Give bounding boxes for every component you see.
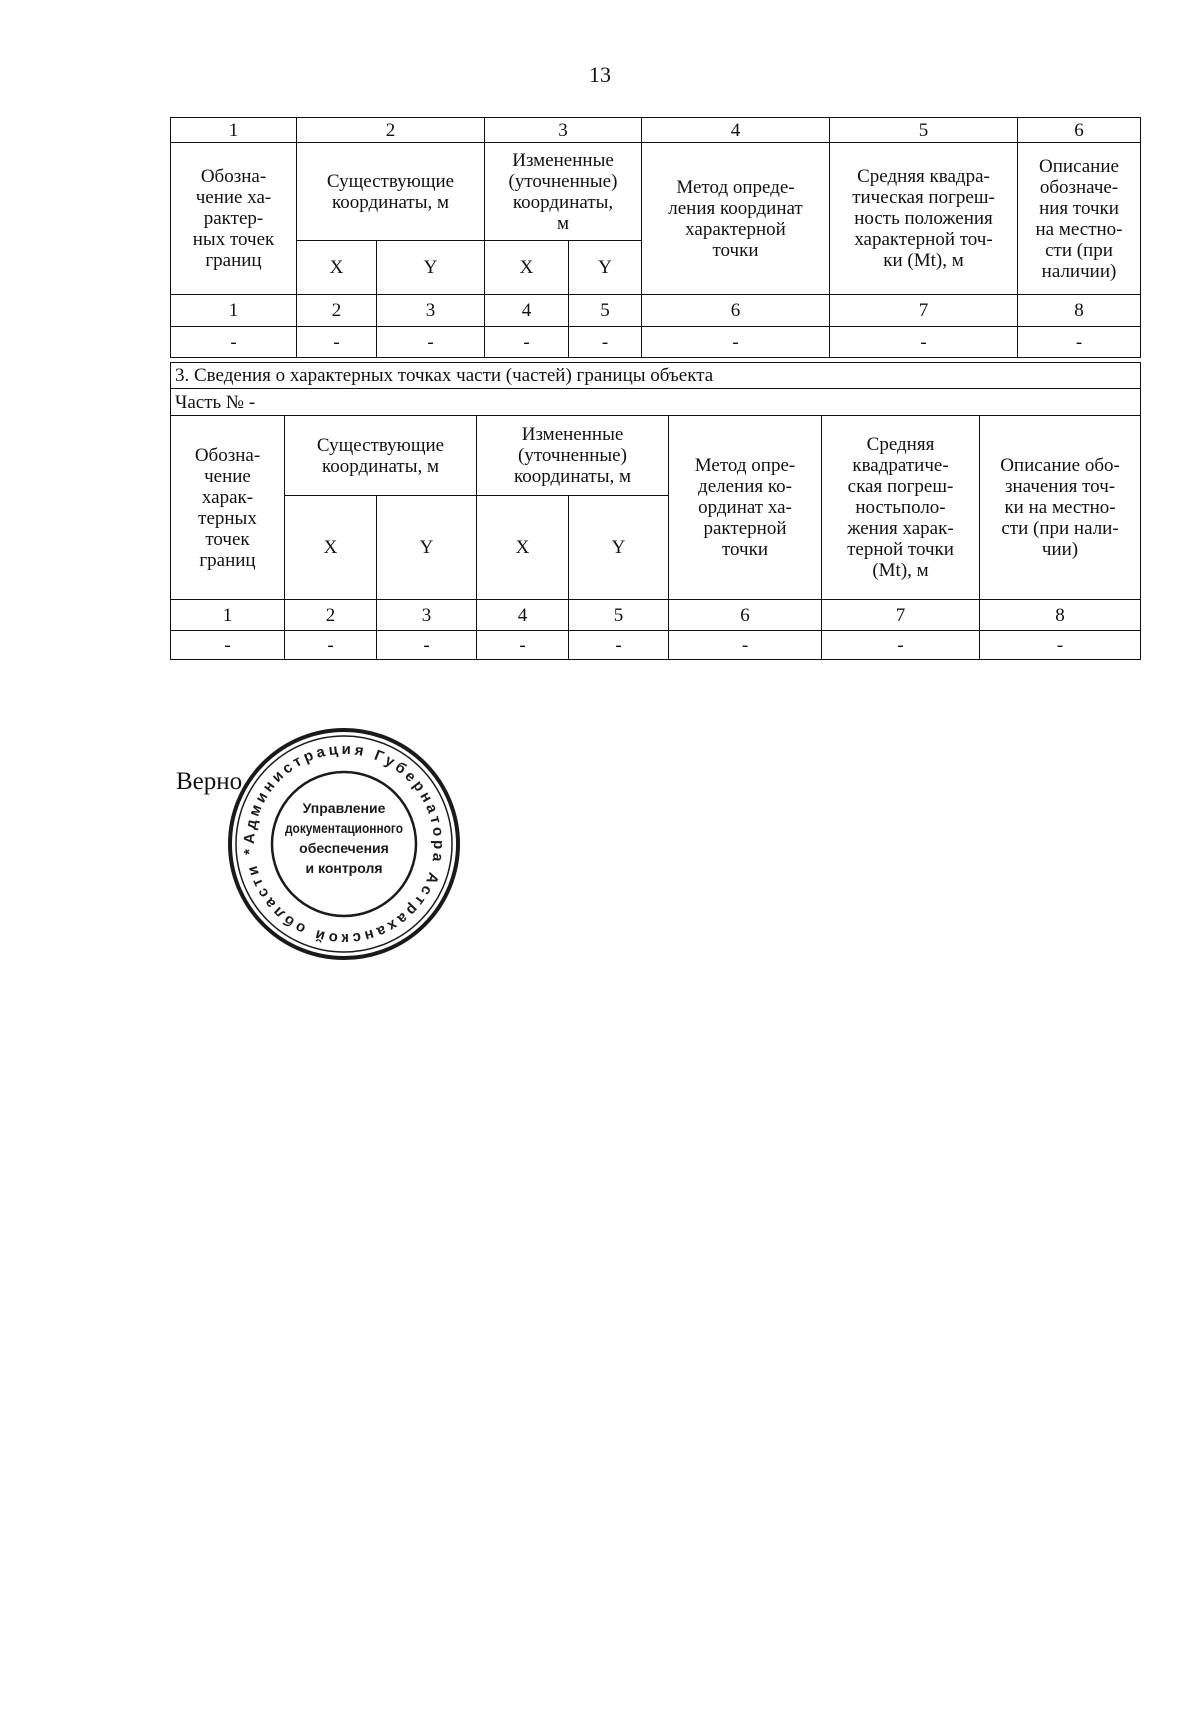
number-cell: 3 (377, 295, 485, 327)
header-changed-coordinates: Измененные (уточненные) координаты, м (485, 143, 642, 241)
seal-inner-line: Управление (302, 800, 386, 816)
header-row (171, 416, 1141, 496)
official-seal (225, 725, 463, 963)
header-y: Y (569, 241, 642, 295)
column-number-row (171, 295, 1141, 327)
number-cell: 1 (171, 295, 297, 327)
header-x: X (285, 496, 377, 600)
data-cell: - (569, 631, 669, 660)
data-cell: - (171, 631, 285, 660)
index-cell: 4 (642, 118, 830, 143)
header-y: Y (377, 241, 485, 295)
header-existing-coordinates: Существующие координаты, м (297, 143, 485, 241)
index-cell: 2 (297, 118, 485, 143)
header-x: X (485, 241, 569, 295)
seal-inner-line: документационного (285, 820, 403, 836)
data-cell: - (980, 631, 1141, 660)
header-changed-coordinates: Измененные (уточненные) координаты, м (477, 416, 669, 496)
data-cell: - (669, 631, 822, 660)
part-label: Часть № - (171, 389, 1141, 416)
data-cell: - (285, 631, 377, 660)
header-y: Y (569, 496, 669, 600)
header-point-designation: Обозна- чение ха- рактер- ных точек границ (171, 143, 297, 295)
header-point-designation: Обозна- чение харак- терных точек границ (171, 416, 285, 600)
data-cell: - (377, 327, 485, 358)
seal-inner-line: и контроля (305, 860, 383, 876)
number-cell: 4 (477, 600, 569, 631)
header-x: X (297, 241, 377, 295)
part-points-table (170, 362, 1141, 660)
data-cell: - (569, 327, 642, 358)
number-cell: 8 (980, 600, 1141, 631)
index-cell: 5 (830, 118, 1018, 143)
data-cell: - (485, 327, 569, 358)
data-cell: - (822, 631, 980, 660)
number-cell: 1 (171, 600, 285, 631)
number-cell: 7 (830, 295, 1018, 327)
attestation-label: Верно (176, 768, 243, 795)
index-cell: 3 (485, 118, 642, 143)
number-cell: 2 (297, 295, 377, 327)
coordinates-table-continued (170, 117, 1141, 358)
table-row (171, 327, 1141, 358)
seal-outer-text: Администрация Губернатора Астраханской области * (240, 740, 448, 948)
header-row (171, 143, 1141, 241)
data-cell: - (477, 631, 569, 660)
header-method: Метод опре- деления ко- ординат ха- рактерной точки (669, 416, 822, 600)
seal-inner-line: обеспечения (299, 840, 389, 856)
section-title: 3. Сведения о характерных точках части (частей) границы объекта (171, 363, 1141, 389)
number-cell: 4 (485, 295, 569, 327)
header-mean-square-error: Средняя квадратиче- ская погреш- ностьполо- жения харак- терной точки (Mt), м (822, 416, 980, 600)
table-row (171, 631, 1141, 660)
column-number-row (171, 600, 1141, 631)
data-cell: - (377, 631, 477, 660)
header-x: X (477, 496, 569, 600)
number-cell: 2 (285, 600, 377, 631)
header-point-description: Описание обо- значения точ- ки на местно- сти (при нали- чии) (980, 416, 1141, 600)
index-cell: 6 (1018, 118, 1141, 143)
data-cell: - (1018, 327, 1141, 358)
header-method: Метод опреде- ления координат характерной точки (642, 143, 830, 295)
page-number: 13 (589, 62, 611, 87)
data-cell: - (297, 327, 377, 358)
header-y: Y (377, 496, 477, 600)
header-point-description: Описание обозначе- ния точки на местно- сти (при наличии) (1018, 143, 1141, 295)
part-label-row (171, 389, 1141, 416)
column-index-row (171, 118, 1141, 143)
number-cell: 8 (1018, 295, 1141, 327)
header-existing-coordinates: Существующие координаты, м (285, 416, 477, 496)
number-cell: 5 (569, 295, 642, 327)
index-cell: 1 (171, 118, 297, 143)
section-title-row (171, 363, 1141, 389)
number-cell: 5 (569, 600, 669, 631)
number-cell: 3 (377, 600, 477, 631)
number-cell: 7 (822, 600, 980, 631)
data-cell: - (642, 327, 830, 358)
number-cell: 6 (642, 295, 830, 327)
data-cell: - (830, 327, 1018, 358)
number-cell: 6 (669, 600, 822, 631)
data-cell: - (171, 327, 297, 358)
header-mean-square-error: Средняя квадра- тическая погреш- ность положения характерной точ- ки (Mt), м (830, 143, 1018, 295)
